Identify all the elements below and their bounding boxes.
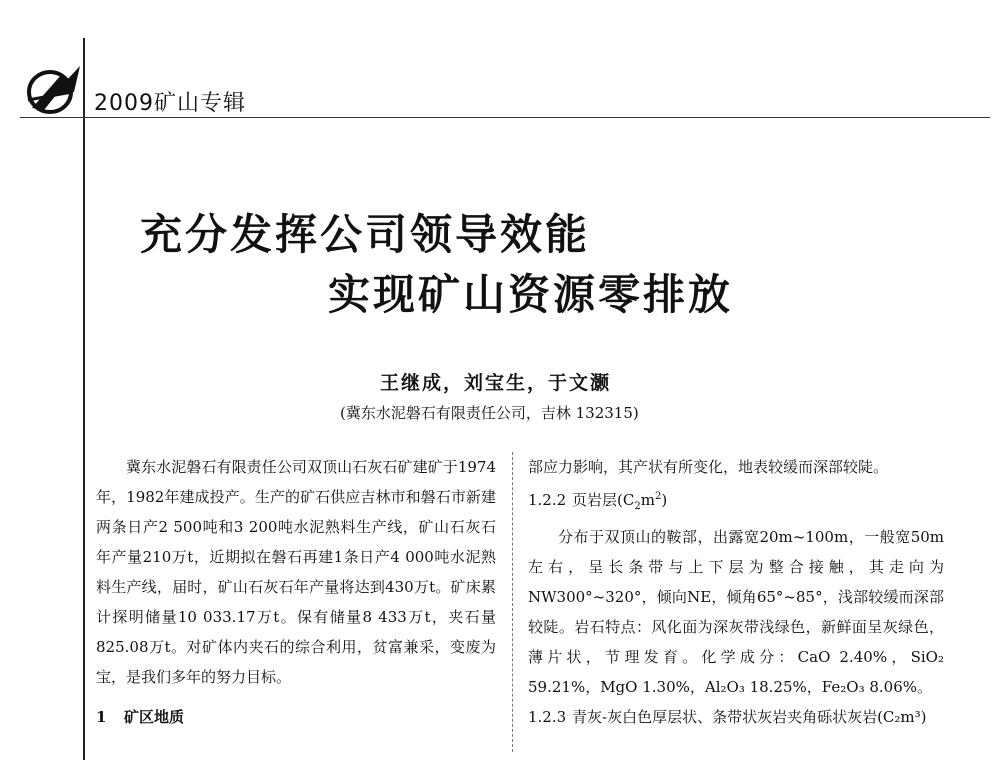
section-heading <box>96 702 496 732</box>
subsection-title-close: ) <box>661 491 668 509</box>
subsection-number: 1.2.2 <box>528 491 567 509</box>
subsection-title-unit: m <box>640 491 655 509</box>
journal-section-title: 2009矿山专辑 <box>94 91 246 116</box>
subsection-title: 页岩层(C <box>572 491 635 509</box>
right-column <box>528 452 944 732</box>
page-margin-rule <box>83 38 85 760</box>
column-separator <box>512 452 513 752</box>
journal-logo-icon <box>22 62 84 118</box>
article-title-line2: 实现矿山资源零排放 <box>328 270 734 319</box>
subsection-title-subscript: 2 <box>634 501 641 512</box>
left-column <box>96 452 496 732</box>
subsection-heading-1-2-2 <box>528 482 944 522</box>
intro-paragraph: 冀东水泥磐石有限责任公司双顶山石灰石矿建矿于1974年，1982年建成投产。生产的矿石供应吉林市和磐石市新建两条日产2 500吨和3 200吨水泥熟料生产线，矿山石灰石年产量210万t，近期拟在磐石再建1条日产4 000吨水泥熟料生产线，届时，矿山石灰石年产量将达到430万t。矿床累计探明储量10 033.17万t。保有储量8 433万t，夹石量825.08万t。对矿体内夹石的综合利用，贫富兼采，变废为宝，是我们多年的努力目标。 <box>96 458 496 686</box>
shale-description-paragraph: 分布于双顶山的鞍部，出露宽20m~100m，一般宽50m左右，呈长条带与上下层为整合接触，其走向为NW300°~320°，倾向NE，倾角65°~85°，浅部较缓而深部较陡。岩石特点：风化面为深灰带浅绿色，新鲜面呈灰绿色，薄片状，节理发育。化学成分：CaO 2.40%，SiO₂ 59.21%，MgO 1.30%，Al₂O₃ 18.25%，Fe₂O₃ 8.06%。 <box>528 528 944 696</box>
article-title-line1: 充分发挥公司领导效能 <box>140 210 591 259</box>
subsection-title: 青灰-灰白色厚层状、条带状灰岩夹角砾状灰岩(C₂m³) <box>572 708 927 726</box>
subsection-title-superscript: 2 <box>654 491 662 502</box>
continued-paragraph: 部应力影响，其产状有所变化，地表较缓而深部较陡。 <box>528 458 889 476</box>
header-rule <box>20 117 990 118</box>
subsection-number: 1.2.3 <box>528 708 567 726</box>
article-authors: 王继成，刘宝生，于文灏 <box>380 372 612 394</box>
article-affiliation: (冀东水泥磐石有限责任公司，吉林 132315) <box>340 404 639 422</box>
section-number: 1 <box>96 708 107 726</box>
section-title: 矿区地质 <box>124 708 185 726</box>
subsection-heading-1-2-3 <box>528 702 944 732</box>
